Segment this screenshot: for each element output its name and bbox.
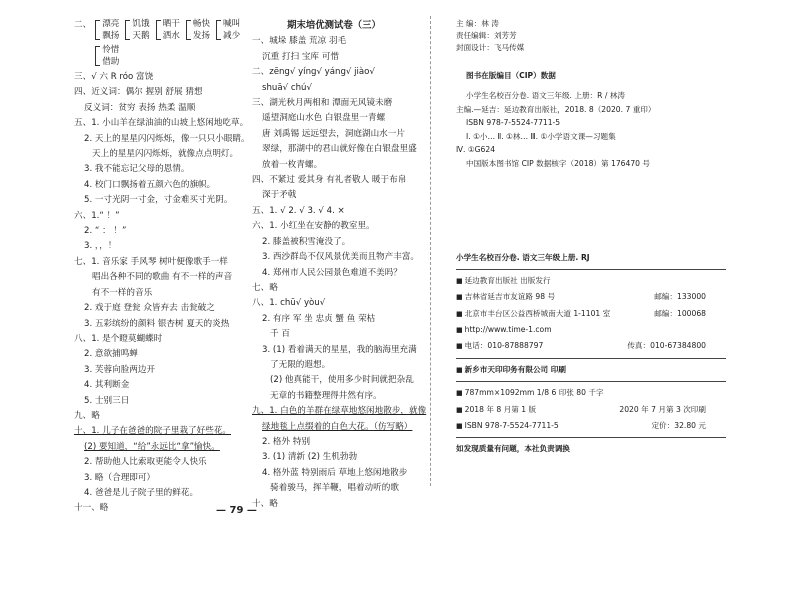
brace-mark	[125, 20, 130, 40]
answer-line: 四、不紧过 爱其身 有礼者敬人 暖于布帛	[252, 175, 407, 186]
answer-line: 反义词：贫穷 表扬 热柔 温顺	[84, 102, 196, 113]
address-2: ■ 北京市丰台区公益西桥城南大道 1-1101 室	[456, 306, 610, 322]
brace-mark	[216, 20, 221, 40]
cip-line: Ⅳ. ①G624	[456, 145, 496, 155]
brace-mark	[95, 46, 100, 66]
answer-line: 十一、略	[74, 503, 109, 514]
answer-line: (2) 要知道，“给”永远比“拿”愉快。	[84, 441, 220, 452]
q2-label: 二、	[74, 20, 92, 30]
answer-line: 一、城垛 膝盖 荒凉 羽毛	[252, 36, 347, 47]
contact-row	[456, 338, 726, 354]
group-word: 洒水	[162, 31, 180, 41]
printer: ■ 新乡市天印印务有限公司 印刷	[456, 362, 726, 378]
answer-line: 2. “ ： ！”	[84, 226, 127, 237]
divider	[456, 381, 726, 382]
fax: 传真：010-67384800	[627, 341, 706, 351]
format: ■ 787mm×1092mm 1/8 6 印张 80 千字	[456, 385, 726, 401]
divider	[456, 269, 726, 270]
answer-line: 4. 爸爸是儿子院子里的鲜花。	[84, 487, 199, 498]
group-word: 借助	[102, 57, 120, 67]
word-group	[216, 18, 240, 42]
answer-line: 九、略	[74, 410, 100, 421]
answer-line: 3. 我不能忘记父母的恩情。	[84, 164, 190, 175]
answer-line: 3. 略（合理即可）	[84, 472, 156, 483]
answer-line: 唐 刘禹锡 远远望去，洞庭湖山水一片	[262, 128, 405, 139]
isbn: ■ ISBN 978-7-5524-7711-5	[456, 418, 559, 434]
publication-info	[456, 250, 726, 456]
column-divider	[430, 16, 431, 486]
test-title: 期末培优测试卷（三）	[287, 20, 381, 31]
answer-line: 4. 校门口飘扬着五颜六色的旗帜。	[84, 179, 216, 190]
answer-line: 2. 格外 特别	[262, 436, 311, 447]
q2-word-groups	[74, 18, 244, 68]
answer-line: 有不一样的音乐	[92, 287, 153, 298]
answer-line: 遥望洞庭山水色 白银盘里一青螺	[262, 113, 386, 124]
answer-line: shuā√ chú√	[262, 82, 312, 93]
answer-line: 2. 天上的星星闪闪烁烁，像一只只小眼睛。	[84, 133, 250, 144]
answer-line: 3. 五彩缤纷的颜料 银杏树 夏天的炎热	[84, 318, 230, 329]
cip-line: 小学生名校百分卷. 语文三年级. 上册：R / 林涛	[466, 91, 626, 101]
answer-column-2	[252, 18, 427, 512]
group-word: 畅快	[192, 19, 211, 29]
brace-mark	[95, 20, 100, 40]
answer-line: 4. 其利断金	[84, 380, 130, 391]
cip-line: ISBN 978-7-5524-7711-5	[466, 118, 561, 128]
answer-line: 4. 格外蓝 特别雨后 草地上悠闲地散步	[262, 467, 408, 478]
group-word: 晒干	[162, 19, 180, 29]
quality-notice: 如发现质量有问题，本社负责调换	[456, 444, 570, 454]
answer-line: 沉重 打扫 宝库 可惜	[262, 51, 339, 62]
answer-line: 十、略	[252, 498, 278, 509]
answer-line: 无章的书籍整理得井然有序。	[270, 390, 382, 401]
word-group	[156, 18, 180, 42]
answer-line: 2. 膝盖被积雪淹没了。	[262, 236, 351, 247]
cip-block	[456, 89, 726, 170]
group-word: 饥饿	[132, 19, 150, 29]
answer-line: 四、近义词：偶尔 握别 舒展 猜想	[74, 87, 203, 98]
brace-mark	[186, 20, 191, 40]
answer-line: 九、1. 白色的羊群在绿草地悠闲地散步，就像	[252, 406, 427, 417]
answer-line: 六、1.“ ！”	[74, 210, 120, 221]
answer-line: 七、略	[252, 282, 278, 293]
answer-line: 3. ，，！	[84, 241, 117, 252]
website: ■ http://www.time-1.com	[456, 322, 726, 338]
cip-line: 中国版本图书馆 CIP 数据核字（2018）第 176470 号	[466, 158, 650, 168]
answer-line: 放着一枚青螺。	[262, 159, 323, 170]
answer-line: 二、zēng√ yíng√ yáng√ jiào√	[252, 67, 375, 78]
postcode-2: 邮编：100068	[654, 308, 706, 318]
group-word: 飘扬	[102, 31, 120, 41]
group-word: 喊叫	[223, 19, 241, 29]
group-word: 漂亮	[102, 19, 120, 29]
isbn-row	[456, 418, 726, 434]
credit-editor: 主 编：林 涛	[456, 19, 499, 28]
postcode-1: 邮编：133000	[654, 292, 706, 302]
answer-line: 骑着骏马，挥羊鞭，唱着动听的歌	[270, 483, 399, 494]
word-group	[95, 18, 119, 42]
answer-line: 七、1. 音乐家 手风琴 树叶便像歌手一样	[74, 256, 228, 267]
answer-line: 3. 西沙群岛不仅风景优美而且物产丰富。	[262, 252, 420, 263]
answer-line: 3. (1) 清新 (2) 生机勃勃	[262, 452, 358, 463]
imprint-column	[456, 18, 726, 457]
publisher: ■ 延边教育出版社 出版发行	[456, 273, 726, 289]
address-1: ■ 吉林省延吉市友谊路 98 号	[456, 289, 555, 305]
answer-line: 3. (1) 看着满天的星星，我的脑海里充满	[262, 344, 417, 355]
answer-line: 五、1. 小山羊在绿油油的山坡上悠闲地吃草。	[74, 118, 249, 129]
answer-line: 天上的星星闪闪烁烁，就像点点明灯。	[92, 149, 239, 160]
answer-line: 2. 有序 军 坐 忠贞 蟹 鱼 荣枯	[262, 313, 376, 324]
answer-line: 2. 戏于庭 登瓮 众皆弃去 击瓮破之	[84, 303, 215, 314]
cip-line: 主编.—延吉：延边教育出版社，2018. 8（2020. 7 重印）	[456, 104, 656, 114]
answer-line: 5. 士别三日	[84, 395, 130, 406]
answer-line: 2. 意欲捕鸣蝉	[84, 349, 138, 360]
group-word: 减少	[223, 31, 241, 41]
answer-line: 4. 郑州市人民公园景色难道不美吗？	[262, 267, 402, 278]
col1-answer-lines	[74, 85, 250, 516]
answer-line: 绿地毯上点缀着的白色大花。（仿写略）	[262, 421, 413, 432]
answer-line: 千 百	[270, 329, 290, 340]
answer-line: (2) 他真能干，使用多少时间就把杂乱	[270, 375, 414, 386]
answer-line: 六、1. 小红坐在安静的教室里。	[252, 221, 375, 232]
credit-cover-design: 封面设计：飞马传媒	[456, 43, 525, 52]
publication-title: 小学生名校百分卷. 语文三年级上册. RJ	[456, 253, 590, 263]
answer-line: 深于矛戟	[262, 190, 297, 201]
answer-line: 三、湖光秋月两相和 潭面无风镜未磨	[252, 98, 393, 109]
divider	[456, 437, 726, 438]
answer-line: 八、1. chū√ yòu√	[252, 298, 326, 309]
word-group	[125, 18, 149, 42]
word-group	[95, 44, 119, 68]
answer-line: 十、1. 儿子在爸爸的院子里栽了好些花。	[74, 426, 232, 437]
credit-responsible-editor: 责任编辑：刘芳芳	[456, 31, 517, 40]
answer-line: 唱出各种不同的歌曲 有不一样的声音	[92, 272, 233, 283]
page-number: — 79 —	[216, 505, 257, 516]
word-group-list	[95, 18, 244, 68]
phone: ■ 电话：010-87888797	[456, 338, 543, 354]
address-row-2	[456, 306, 726, 322]
divider	[456, 358, 726, 359]
group-word: 发扬	[192, 31, 211, 41]
col2-answer-lines	[252, 34, 427, 512]
printing: 2020 年 7 月第 3 次印刷	[619, 404, 706, 414]
answer-line: 了无限的遐想。	[270, 359, 331, 370]
answer-line: 八、1. 是个瞪莫蝴蝶时	[74, 333, 163, 344]
address-row-1	[456, 289, 726, 305]
answer-column-1	[74, 18, 250, 517]
answer-line: 3. 芙蓉向脸两边开	[84, 364, 156, 375]
word-group	[186, 18, 210, 42]
answer-line: 5. 一寸光阴一寸金，寸金难买寸光阴。	[84, 195, 233, 206]
answer-line: 五、1. √ 2. √ 3. √ 4. ×	[252, 205, 345, 216]
answer-line: 翠绿，那湖中的君山就好像在白银盘里盛	[262, 144, 417, 155]
cip-title: 图书在版编目（CIP）数据	[466, 71, 556, 80]
edition-row	[456, 402, 726, 418]
edition: ■ 2018 年 8 月第 1 版	[456, 402, 536, 418]
credits-block	[456, 18, 726, 54]
group-word: 天鹅	[132, 31, 150, 41]
q3-answer: 三、√ 六 R róo 富饶	[74, 72, 154, 82]
cip-line: Ⅰ. ①小… Ⅱ. ①林… Ⅲ. ①小学语文课—习题集	[466, 131, 616, 141]
answer-line: 2. 帮助他人比索取更能令人快乐	[84, 457, 207, 468]
brace-mark	[156, 20, 161, 40]
price: 定价：32.80 元	[651, 421, 706, 431]
group-word: 怜惜	[102, 45, 120, 55]
